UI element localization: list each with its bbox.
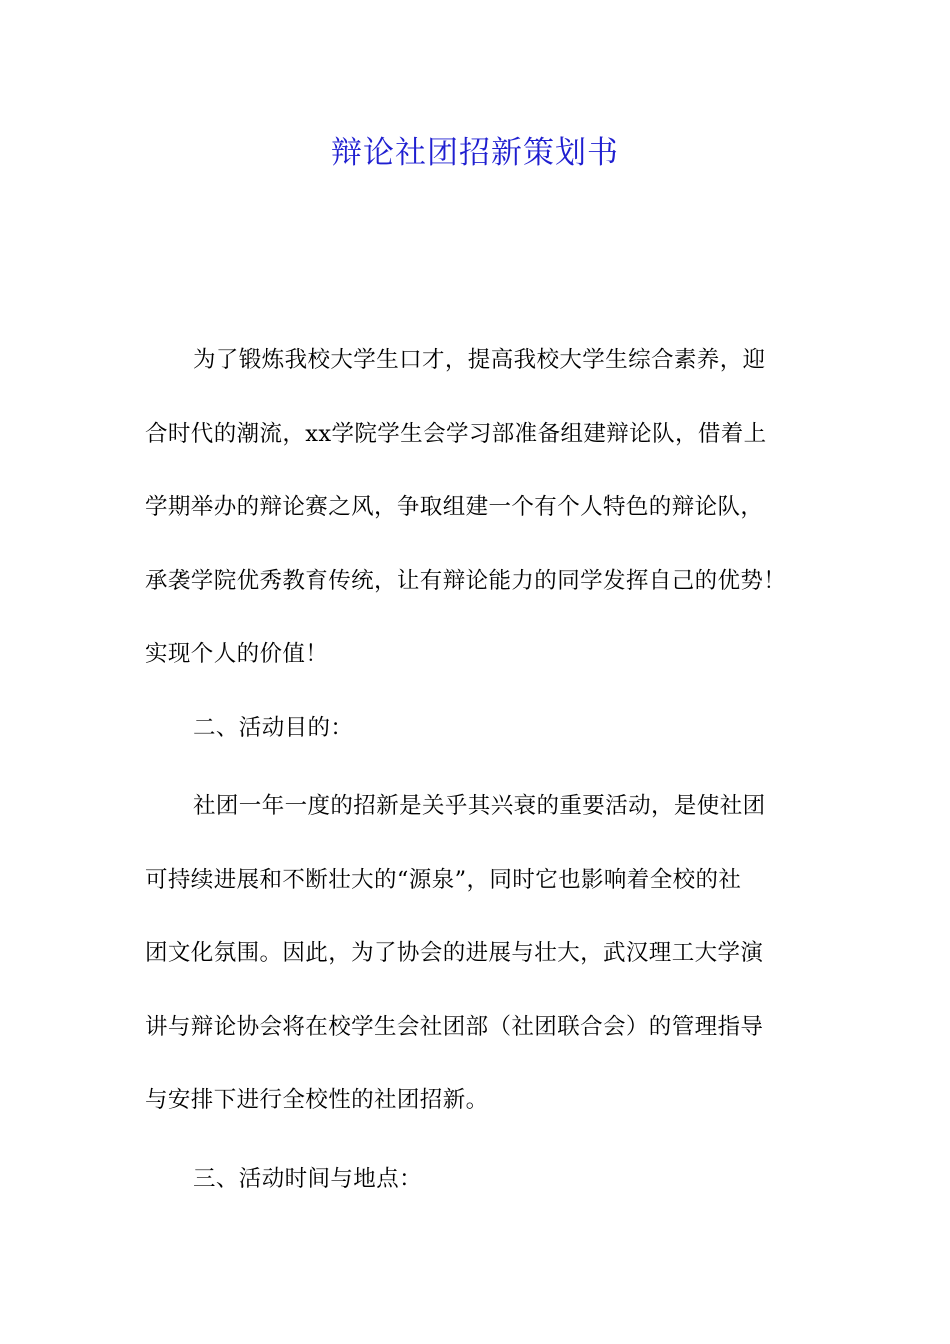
purpose-paragraph [145,770,815,1138]
purpose-line: 讲与辩论协会将在校学生会社团部（社团联合会）的管理指导 [145,1013,764,1040]
intro-line: 承袭学院优秀教育传统，让有辩论能力的同学发挥自己的优势！ [145,567,787,594]
purpose-line: 与安排下进行全校性的社团招新。 [145,1087,489,1113]
section-heading-time-place [145,1143,815,1217]
intro-line: 实现个人的价值！ [145,641,329,667]
section-heading-purpose [145,692,815,766]
intro-line: 学期举办的辩论赛之风，争取组建一个有个人特色的辩论队， [145,494,764,520]
intro-line: 为了锻炼我校大学生口才，提高我校大学生综合素养，迎 [193,347,766,373]
section-heading-text: 二、活动目的： [193,715,354,741]
section-heading-text: 三、活动时间与地点： [193,1166,423,1192]
intro-line: 合时代的潮流，xx学院学生会学习部准备组建辩论队，借着上 [145,420,767,447]
purpose-line: 团文化氛围。因此，为了协会的进展与壮大，武汉理工大学演 [145,940,764,966]
document-title: 辩论社团招新策划书 [331,135,619,171]
intro-paragraph [145,324,815,692]
purpose-line: 社团一年一度的招新是关乎其兴衰的重要活动，是使社团 [193,793,766,819]
purpose-line: 可持续进展和不断壮大的“源泉”，同时它也影响着全校的社 [145,866,742,893]
